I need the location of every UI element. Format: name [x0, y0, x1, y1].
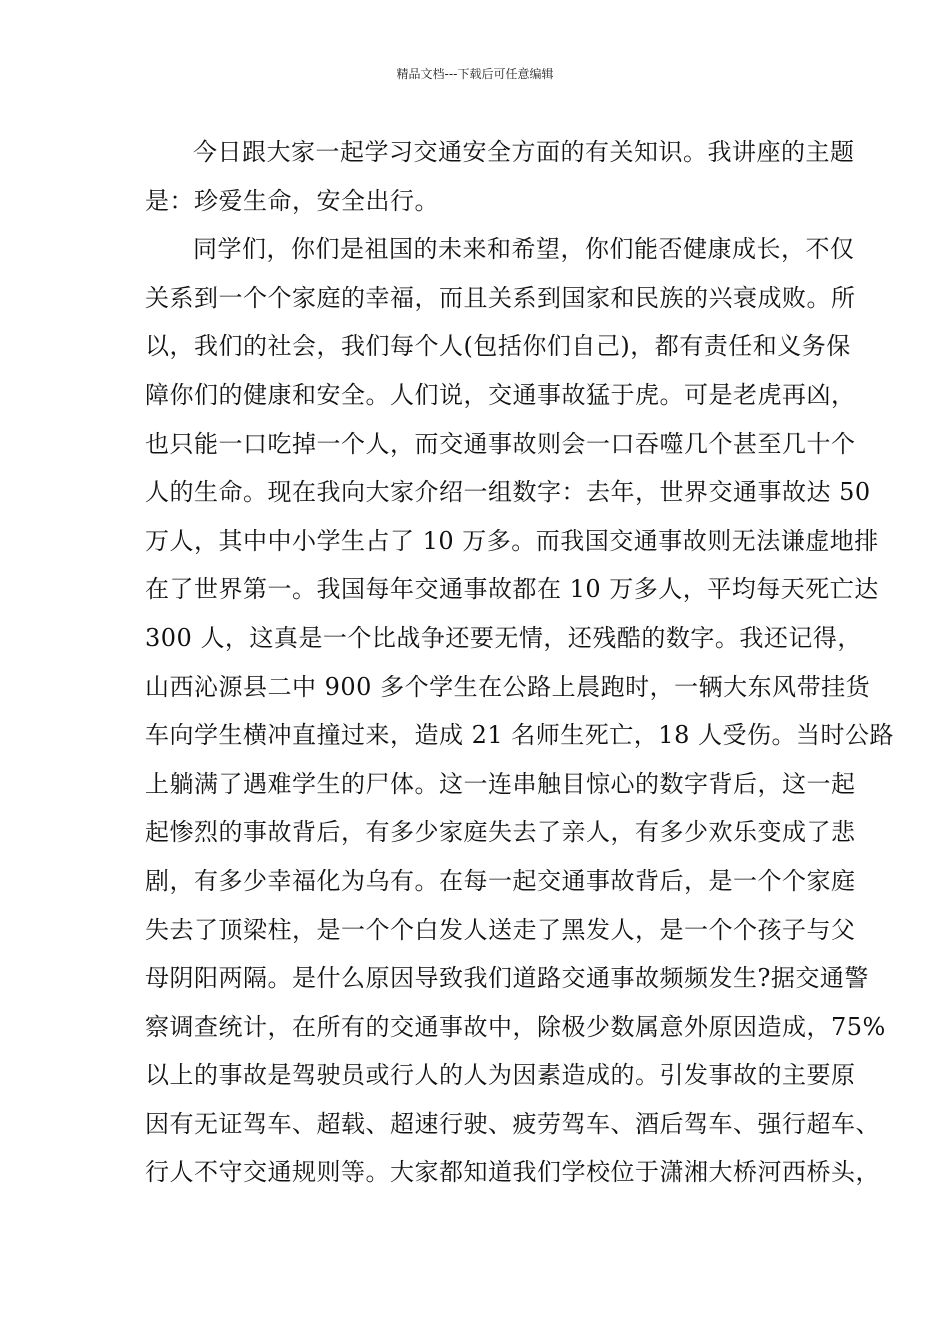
text-line: 今日跟大家一起学习交通安全方面的有关知识。我讲座的主题 — [193, 138, 855, 166]
text-line: 因有无证驾车、超载、超速行驶、疲劳驾车、酒后驾车、强行超车、 — [145, 1109, 880, 1138]
text-line: 关系到一个个家庭的幸福，而且关系到国家和民族的兴衰成败。所 — [145, 283, 856, 312]
text-line: 上躺满了遇难学生的尸体。这一连串触目惊心的数字背后，这一起 — [145, 769, 856, 798]
document-body — [145, 128, 894, 1246]
text-line: 同学们，你们是祖国的未来和希望，你们能否健康成长，不仅 — [193, 235, 855, 264]
text-line: 以，我们的社会，我们每个人(包括你们自己)，都有责任和义务保 — [145, 332, 851, 361]
text-line: 车向学生横冲直撞过来，造成 21 名师生死亡，18 人受伤。当时公路 — [145, 721, 894, 750]
text-line: 失去了顶梁柱，是一个个白发人送走了黑发人，是一个个孩子与父 — [145, 915, 856, 944]
text-line: 也只能一口吃掉一个人，而交通事故则会一口吞噬几个甚至几十个 — [145, 429, 856, 458]
text-line: 是：珍爱生命，安全出行。 — [145, 186, 439, 215]
page-header: 精品文档---下载后可任意编辑 — [396, 67, 554, 81]
text-line: 人的生命。现在我向大家介绍一组数字：去年，世界交通事故达 50 — [145, 478, 871, 507]
text-line: 万人，其中中小学生占了 10 万多。而我国交通事故则无法谦虚地排 — [145, 526, 879, 555]
paragraph — [145, 225, 894, 1245]
text-line — [145, 1197, 825, 1246]
text-line: 察调查统计，在所有的交通事故中，除极少数属意外原因造成，75% — [145, 1012, 886, 1041]
text-line: 在了世界第一。我国每年交通事故都在 10 万多人，平均每天死亡达 — [145, 575, 879, 604]
text-line: 300 人，这真是一个比战争还要无情，还残酷的数字。我还记得， — [145, 623, 862, 652]
text-line: 母阴阳两隔。是什么原因导致我们道路交通事故频频发生?据交通警 — [145, 964, 869, 993]
text-line: 行人不守交通规则等。大家都知道我们学校位于潇湘大桥河西桥头， — [145, 1158, 880, 1187]
paragraph — [145, 128, 855, 225]
text-line: 以上的事故是驾驶员或行人的人为因素造成的。引发事故的主要原 — [145, 1061, 856, 1090]
text-line: 起惨烈的事故背后，有多少家庭失去了亲人，有多少欢乐变成了悲 — [145, 818, 856, 847]
text-line: 剧，有多少幸福化为乌有。在每一起交通事故背后，是一个个家庭 — [145, 866, 856, 895]
text-line: 障你们的健康和安全。人们说，交通事故猛于虎。可是老虎再凶， — [145, 380, 856, 409]
text-line: 山西沁源县二中 900 多个学生在公路上晨跑时，一辆大东风带挂货 — [145, 672, 871, 701]
